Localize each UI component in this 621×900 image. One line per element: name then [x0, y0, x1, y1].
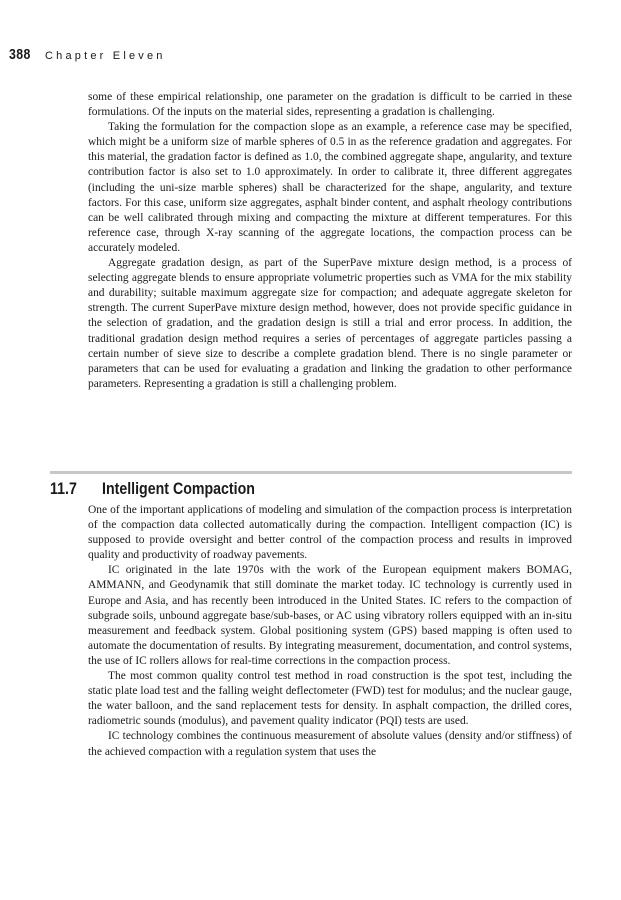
body-text-section	[88, 503, 572, 760]
section-divider	[50, 471, 572, 474]
paragraph: IC technology combines the continuous measurement of absolute values (density and/or stiffness) of the achieved compaction with a regulation system that uses the	[88, 730, 572, 758]
paragraph: Aggregate gradation design, as part of the SuperPave mixture design method, is a process of selecting aggregate blends to ensure appropriate volumetric properties such as VMA for the mix stability and durability; suitable maximum aggregate size for compaction; and adequate aggregate skeleton for strength. The current SuperPave mixture design method, however, does not provide specific guidance in the selection of gradation, and the gradation design is still a trial and error process. In addition, the traditional gradation design method requires a series of percentages of aggregate particles passing a certain number of sieve size to describe a complete gradation blend. There is no single parameter or parameters that can be used for evaluating a gradation and linking the gradation to other performance parameters. Representing a gradation is still a challenging problem.	[88, 257, 572, 390]
section-number: 11.7	[50, 480, 77, 498]
paragraph: IC originated in the late 1970s with the work of the European equipment makers BOMAG, AMMANN, and Geodynamik that still dominate the market today. IC technology is currently used in Europe and Asia, and has recently been introduced in the United States. IC refers to the compaction of subgrade soils, unbound aggregate base/sub-bases, or AC using vibratory rollers equipped with an in-situ measurement and feedback system. Global positioning system (GPS) based mapping is often used to automate the documentation of results. By integrating measurement, documentation, and control systems, the use of IC rollers allows for real-time corrections in the compaction process.	[88, 564, 572, 667]
paragraph: One of the important applications of modeling and simulation of the compaction process is interpretation of the compaction data collected automatically during the compaction. Intelligent compaction (IC) is supposed to provide oversight and better control of the compaction process and results in improved quality and productivity of roadway pavements.	[88, 504, 572, 562]
running-head	[9, 46, 166, 66]
paragraph: The most common quality control test method in road construction is the spot test, including the static plate load test and the falling weight deflectometer (FWD) test for modulus; and the nuclear gauge, the water balloon, and the sand replacement tests for density. In asphalt compaction, the drilled cores, radiometric sounds (modulus), and pavement quality indicator (PQI) tests are used.	[88, 670, 572, 728]
section-title: Intelligent Compaction	[102, 480, 255, 498]
page-number: 388	[9, 46, 31, 63]
body-text-top	[88, 90, 572, 392]
chapter-title: Chapter Eleven	[45, 50, 166, 62]
paragraph: some of these empirical relationship, one parameter on the gradation is difficult to be carried in these formulations. Of the inputs on the material sides, representing a gradation is challenging.	[88, 91, 572, 119]
section-heading	[50, 480, 280, 499]
paragraph: Taking the formulation for the compaction slope as an example, a reference case may be specified, which might be a uniform size of marble spheres of 0.5 in as the reference gradation and aggregates. For this material, the gradation factor is defined as 1.0, the combined aggregate shape, angularity, and texture contribution factor is also set to 1.0 approximately. In order to calibrate it, three different aggregates (including the uni-size marble spheres) shall be characterized for the shape, angularity, and texture factors. For this case, uniform size aggregates, asphalt binder content, and asphalt rheology contributions can be well calibrated through mixing and compacting the mixture at different temperatures. For this reference case, through X-ray scanning of the aggregate locations, the compaction process can be accurately modeled.	[88, 121, 572, 254]
